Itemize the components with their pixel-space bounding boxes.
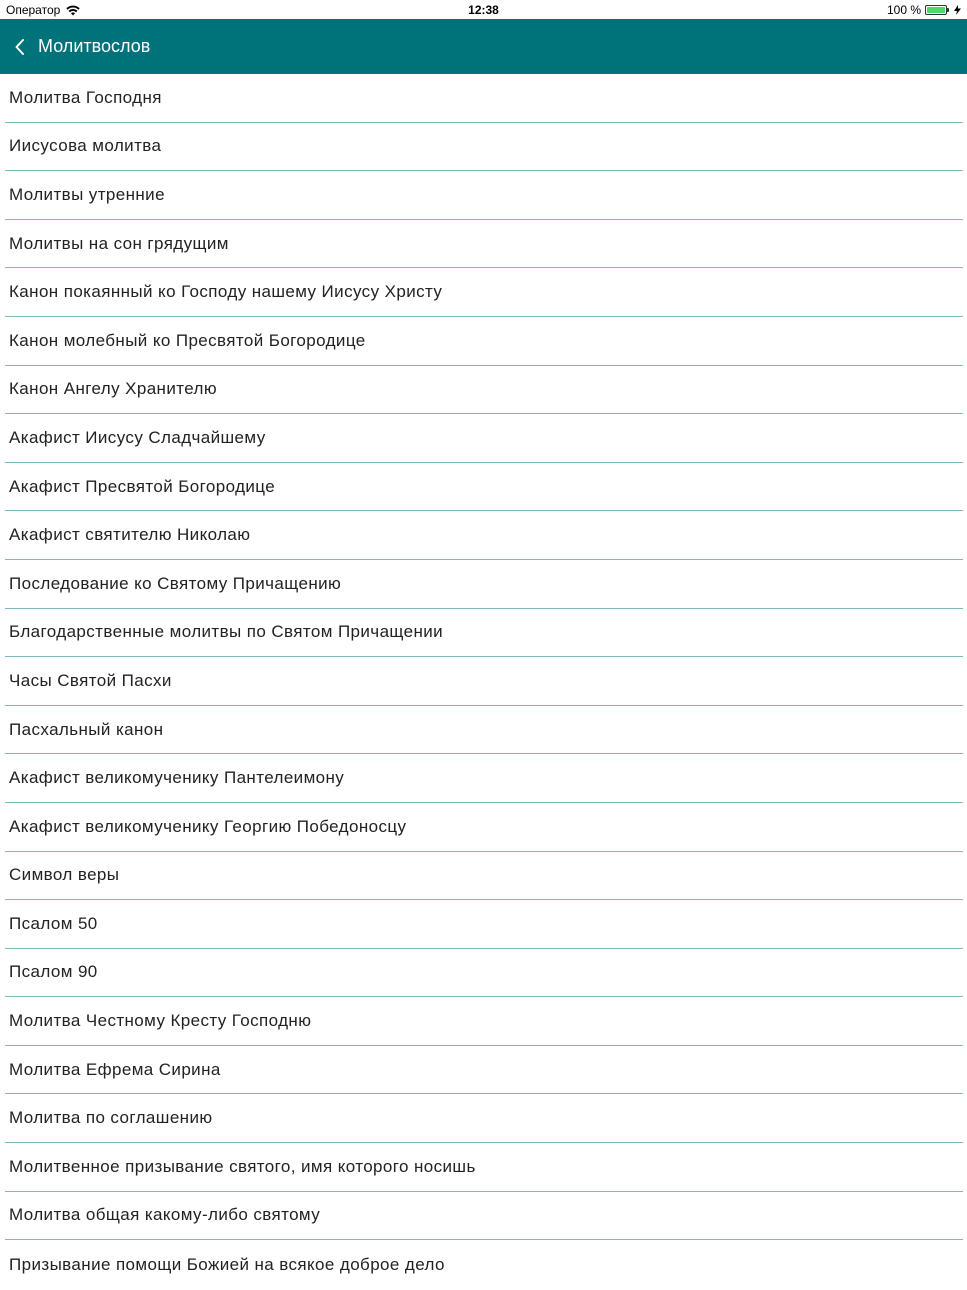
list-item-label: Акафист Пресвятой Богородице [9, 476, 276, 496]
list-item-label: Псалом 50 [9, 913, 98, 933]
list-item[interactable] [5, 317, 963, 366]
list-item[interactable] [5, 852, 963, 901]
carrier-label: Оператор [6, 3, 61, 17]
list-item-label: Молитва Господня [9, 87, 162, 107]
list-item-label: Благодарственные молитвы по Святом Причащении [9, 622, 444, 642]
list-item-label: Иисусова молитва [9, 136, 162, 156]
chevron-left-icon [14, 38, 26, 56]
list-item-label: Канон молебный ко Пресвятой Богородице [9, 330, 366, 350]
list-item-label: Пасхальный канон [9, 719, 164, 739]
list-item[interactable] [5, 706, 963, 755]
list-item-label: Акафист великомученику Георгию Победоносцу [9, 816, 407, 836]
list-item-label: Молитвы на сон грядущим [9, 233, 229, 253]
list-item[interactable] [5, 74, 963, 123]
list-item-label: Канон Ангелу Хранителю [9, 379, 217, 399]
bolt-icon [954, 5, 961, 15]
list-item[interactable] [5, 366, 963, 415]
list-item-label: Молитва Ефрема Сирина [9, 1059, 221, 1079]
list-item-label: Молитва по соглашению [9, 1108, 213, 1128]
page-title: Молитвослов [38, 36, 151, 56]
list-item[interactable] [5, 171, 963, 220]
list-item[interactable] [5, 657, 963, 706]
back-button[interactable] [14, 19, 150, 74]
list-item[interactable] [5, 997, 963, 1046]
status-right [887, 3, 961, 17]
list-item-label: Символ веры [9, 865, 120, 885]
list-item-label: Часы Святой Пасхи [9, 670, 172, 690]
battery-fill [927, 7, 945, 13]
list-item-label: Последование ко Святому Причащению [9, 573, 342, 593]
list-item[interactable] [5, 900, 963, 949]
list-item[interactable] [5, 609, 963, 658]
list-item-label: Призывание помощи Божией на всякое доброе дело [9, 1254, 445, 1274]
list-item[interactable] [5, 220, 963, 269]
list-item[interactable] [5, 1143, 963, 1192]
status-bar [0, 0, 967, 19]
list-item[interactable] [5, 511, 963, 560]
list-item[interactable] [5, 463, 963, 512]
list-item[interactable] [5, 560, 963, 609]
list-item-label: Молитвенное призывание святого, имя которого носишь [9, 1156, 476, 1176]
list-item-label: Молитвы утренние [9, 184, 165, 204]
list-item-label: Псалом 90 [9, 962, 98, 982]
prayer-list [0, 74, 967, 1289]
list-item[interactable] [5, 803, 963, 852]
list-item-label: Молитва Честному Кресту Господню [9, 1011, 312, 1031]
list-item[interactable] [5, 1192, 963, 1241]
list-item[interactable] [5, 414, 963, 463]
status-time: 12:38 [468, 3, 499, 17]
list-item[interactable] [5, 268, 963, 317]
battery-icon [925, 5, 947, 15]
list-item[interactable] [5, 1046, 963, 1095]
list-item[interactable] [5, 1094, 963, 1143]
list-item-label: Акафист великомученику Пантелеимону [9, 768, 345, 788]
list-item-label: Молитва общая какому-либо святому [9, 1205, 321, 1225]
list-item[interactable] [5, 123, 963, 172]
list-item[interactable] [5, 1240, 963, 1289]
list-item[interactable] [5, 949, 963, 998]
list-item-label: Акафист Иисусу Сладчайшему [9, 427, 266, 447]
list-item-label: Канон покаянный ко Господу нашему Иисусу Христу [9, 282, 443, 302]
list-item-label: Акафист святителю Николаю [9, 525, 251, 545]
navigation-bar [0, 19, 967, 74]
list-item[interactable] [5, 754, 963, 803]
battery-percent: 100 % [886, 3, 921, 17]
